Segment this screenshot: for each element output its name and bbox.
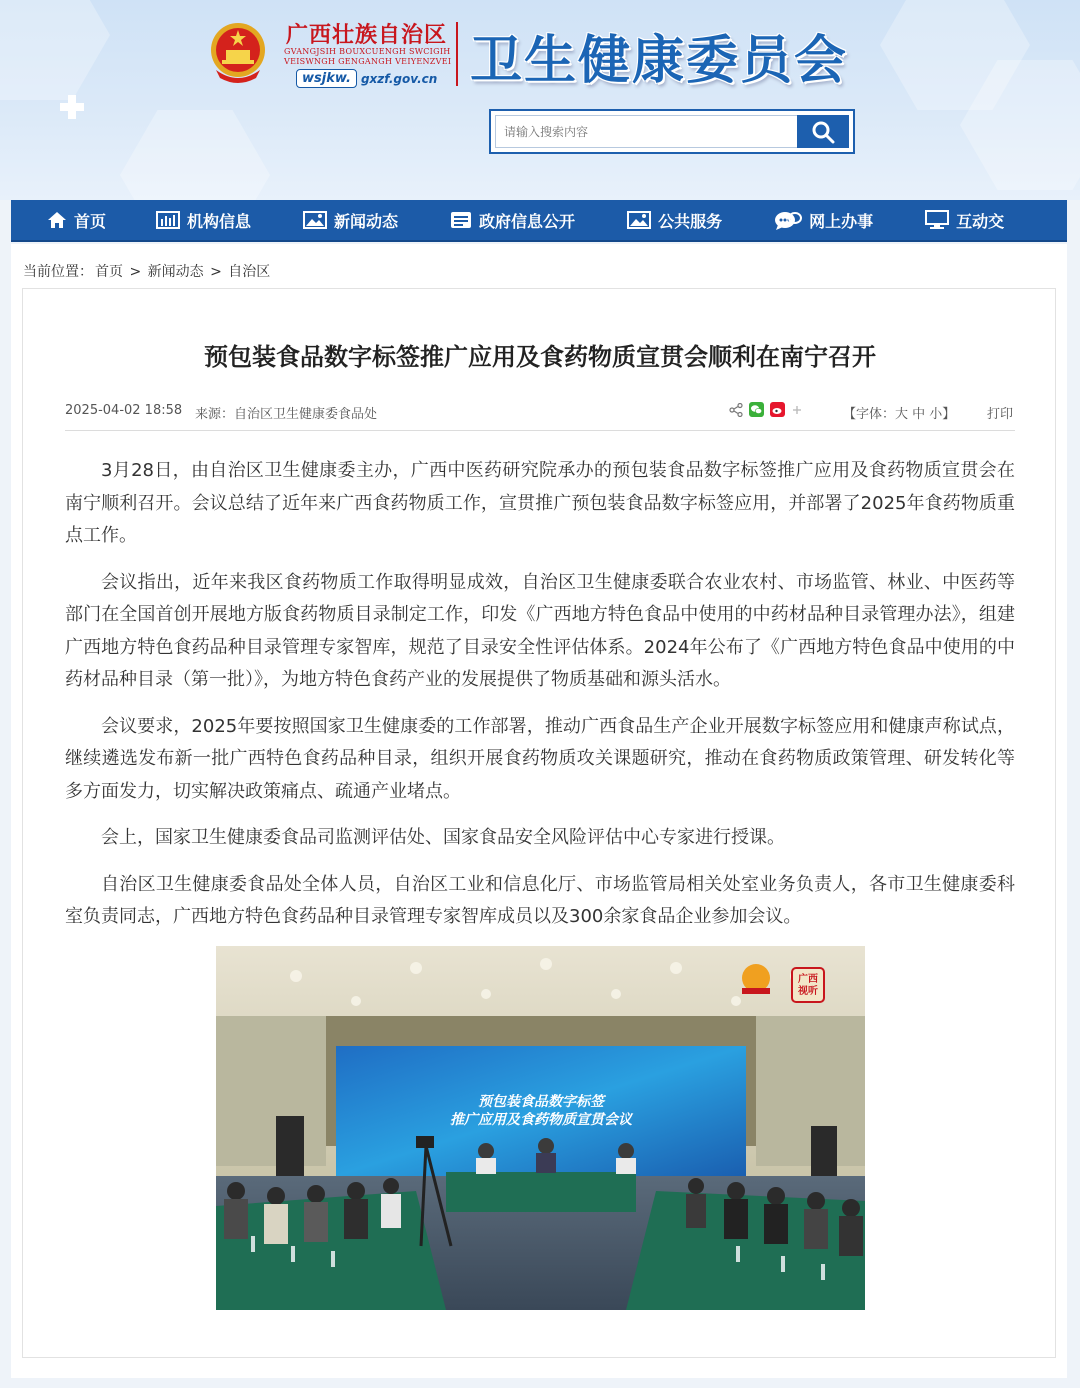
- meeting-scene-image: [216, 946, 865, 1310]
- nav-item-interaction[interactable]: [925, 200, 1004, 241]
- meeting-photo: [216, 946, 865, 1310]
- brand-name: 广西壮族自治区: [286, 22, 448, 48]
- nav-label: 首页: [74, 211, 107, 231]
- share-bar: [729, 402, 803, 417]
- nav-label: 政府信息公开: [479, 211, 576, 231]
- paragraph: 会上，国家卫生健康委食品司监测评估处、国家食品安全风险评估中心专家进行授课。: [101, 827, 785, 848]
- breadcrumb-separator: >: [210, 264, 222, 280]
- breadcrumb-link-region[interactable]: 自治区: [228, 264, 271, 280]
- nav-item-gov-info[interactable]: [450, 200, 575, 241]
- search-input[interactable]: [495, 115, 799, 148]
- article-title: 预包装食品数字标签推广应用及食药物质宣贯会顺利在南宁召开: [204, 343, 876, 371]
- document-icon: [450, 211, 472, 229]
- banner-text-line1: 预包装食品数字标签: [478, 1094, 604, 1110]
- site-header: [0, 0, 1080, 200]
- site-title: 卫生健康委员会: [470, 30, 849, 91]
- breadcrumb-link-home[interactable]: 首页: [95, 264, 123, 280]
- brand-divider: [456, 22, 458, 86]
- bar-chart-icon: [156, 211, 180, 229]
- weibo-icon[interactable]: [770, 402, 785, 417]
- monitor-icon: [925, 210, 949, 230]
- brand-zhuang-line1: GVANGJSIH BOUXCUENGH SWCIGIH: [284, 47, 451, 56]
- breadcrumb-link-news[interactable]: 新闻动态: [147, 264, 204, 280]
- domain-label: [296, 69, 437, 88]
- chat-icon: [774, 210, 802, 230]
- article-panel: [22, 288, 1056, 1358]
- paragraph: 自治区卫生健康委食品处全体人员，自治区工业和信息化厅、市场监管局相关处室业务负责人，各市卫生健康委科室负责同志，广西地方特色食药品种目录管理专家智库成员以及300余家食品企业参加会议。: [65, 873, 1015, 927]
- share-icon[interactable]: [729, 403, 743, 417]
- main-nav: [11, 200, 1067, 242]
- breadcrumb-prefix: 当前位置：: [23, 264, 93, 280]
- search-button[interactable]: [797, 115, 849, 148]
- plus-icon[interactable]: [791, 404, 803, 416]
- breadcrumb-separator: >: [129, 264, 142, 280]
- nav-label: 公共服务: [658, 211, 723, 231]
- plus-decoration-icon: [60, 95, 84, 119]
- national-emblem-icon: [208, 20, 268, 84]
- tv-station-logo: [742, 964, 770, 994]
- article-meta: [65, 399, 1015, 431]
- hex-decoration: [120, 110, 270, 200]
- nav-item-online-service[interactable]: [774, 200, 873, 241]
- wechat-icon[interactable]: [749, 402, 764, 417]
- brand-zhuang-line2: VEISWNGH GENGANGH VEIYENZVEI: [284, 57, 452, 66]
- publish-date: 2025-04-02 18:58: [65, 403, 183, 418]
- paragraph: 会议要求，2025年要按照国家卫生健康委的工作部署，推动广西食品生产企业开展数字标签应用和健康声称试点，继续遴选发布新一批广西特色食药品种目录，组织开展食药物质攻关课题研究，推动在食药物质政策管理、研发转化等多方面发力，切实解决政策痛点、疏通产业堵点。: [65, 715, 1015, 802]
- home-icon: [47, 211, 67, 229]
- search-icon: [811, 120, 835, 144]
- image-icon: [303, 211, 327, 229]
- nav-label: 新闻动态: [334, 211, 399, 231]
- nav-item-org[interactable]: [156, 200, 251, 241]
- watermark-text: 广西视听: [798, 974, 818, 997]
- banner-text-line2: 推广应用及食药物质宣贯会议: [450, 1112, 632, 1128]
- breadcrumb: [22, 261, 271, 281]
- nav-label: 互动交: [956, 211, 1005, 231]
- hex-decoration: [0, 0, 110, 100]
- domain-badge: wsjkw.: [296, 69, 357, 88]
- font-size-switch[interactable]: 【字体：大 中 小】: [843, 407, 956, 422]
- article-body: [65, 455, 1015, 948]
- paragraph: 会议指出，近年来我区食药物质工作取得明显成效，自治区卫生健康委联合农业农村、市场监管、林业、中医药等部门在全国首创开展地方版食药物质目录制定工作，印发《广西地方特色食品中使用的中药材品种目录管理办法》，组建广西地方特色食药品种目录管理专家智库，规范了目录安全性评估体系。2024年公布了《广西地方特色食品中使用的中药材品种目录（第一批）》，为地方特色食药产业的发展提供了物质基础和源头活水。: [65, 571, 1015, 690]
- search-box: [489, 109, 855, 154]
- nav-item-public-service[interactable]: [627, 200, 722, 241]
- nav-item-home[interactable]: [47, 200, 106, 241]
- nav-label: 机构信息: [187, 211, 252, 231]
- nav-label: 网上办事: [809, 211, 874, 231]
- domain-text: gxzf.gov.cn: [360, 71, 438, 86]
- print-button[interactable]: 打印: [987, 407, 1014, 422]
- paragraph: 3月28日，由自治区卫生健康委主办，广西中医药研究院承办的预包装食品数字标签推广应用及食药物质宣贯会在南宁顺利召开。会议总结了近年来广西食药物质工作，宣贯推广预包装食品数字标签应用，并部署了2025年食药物质重点工作。: [65, 460, 1015, 546]
- content-area: [11, 244, 1067, 1378]
- article-source: 来源：自治区卫生健康委食品处: [195, 407, 378, 422]
- nav-item-news[interactable]: [303, 200, 398, 241]
- picture-icon: [627, 211, 651, 229]
